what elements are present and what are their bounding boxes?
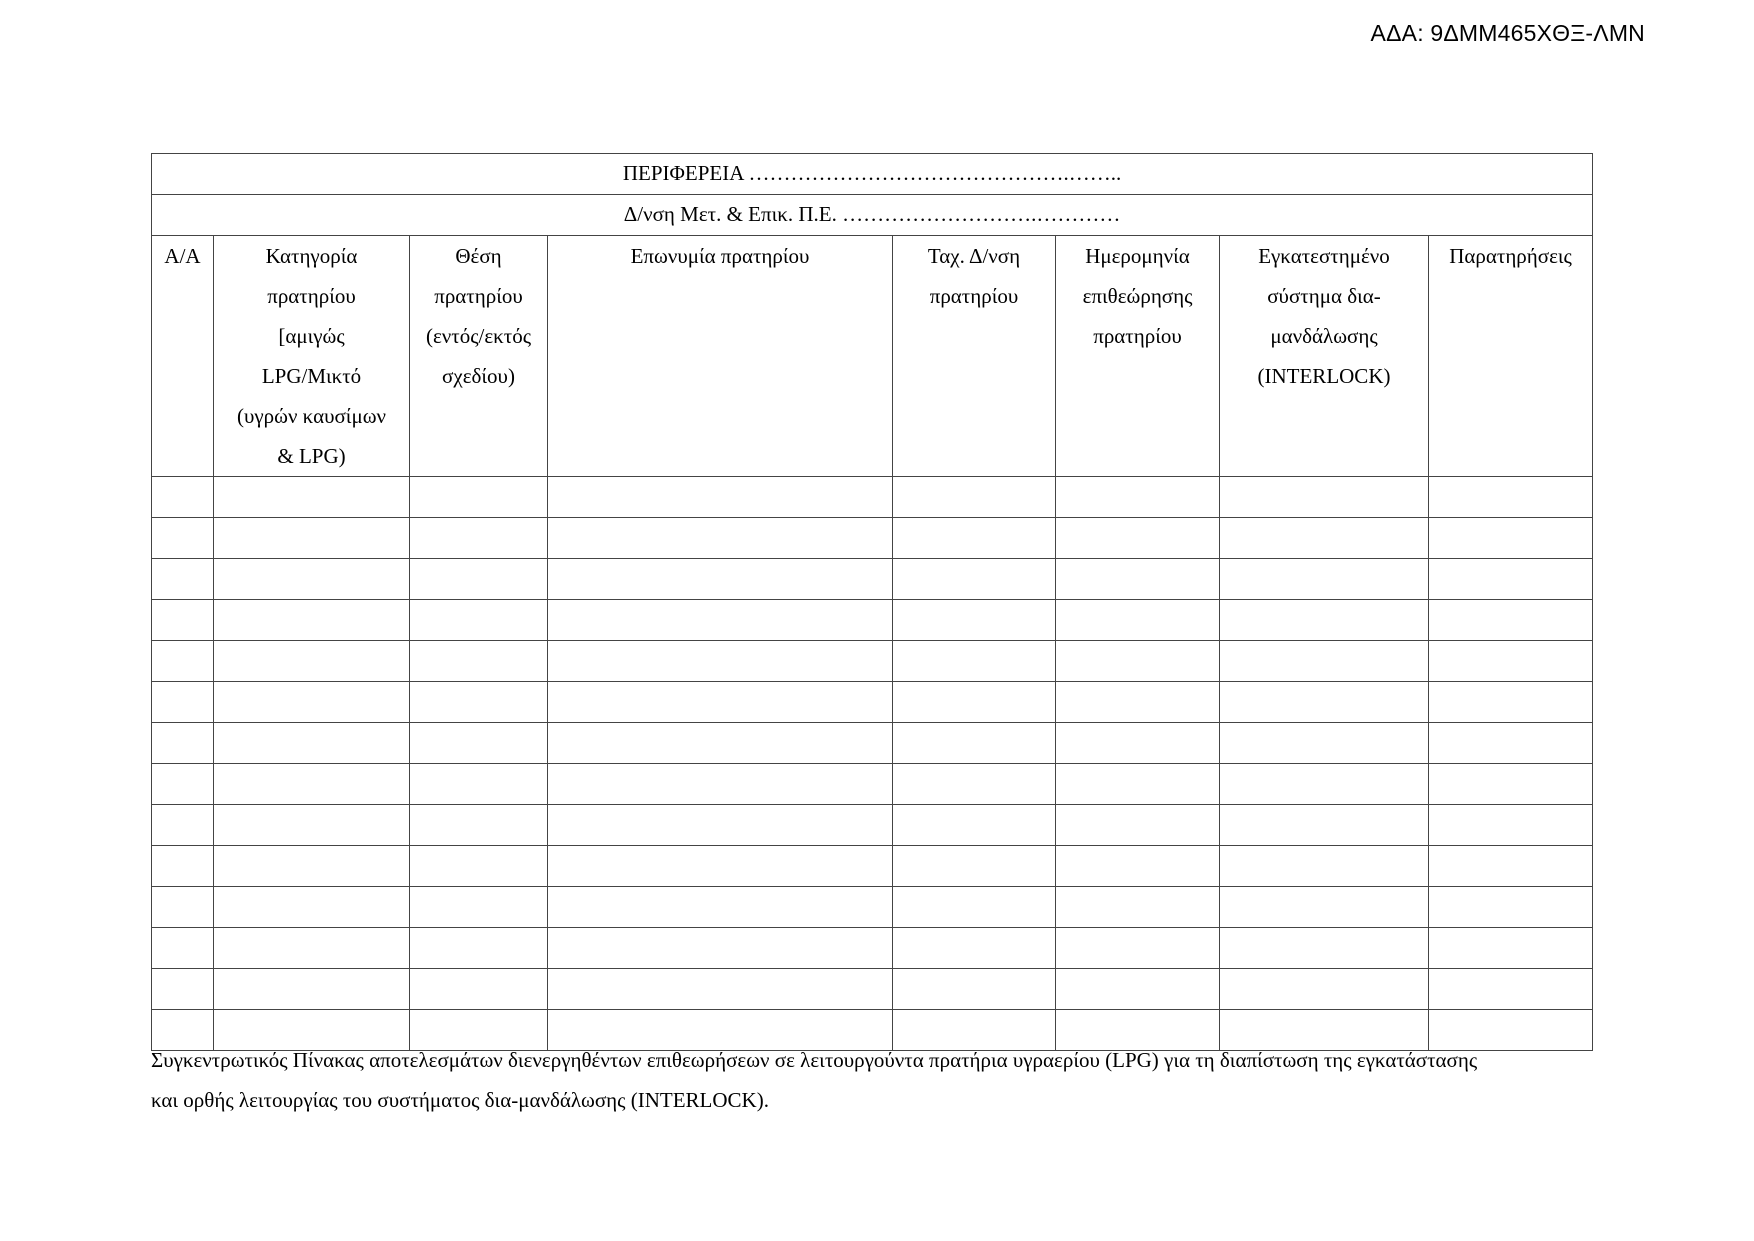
table-cell[interactable] <box>1056 969 1220 1010</box>
table-caption <box>151 1040 1631 1120</box>
column-header-line: Ταχ. Δ/νση <box>927 244 1021 268</box>
column-header-line: [αμιγώς <box>278 324 345 348</box>
table-cell[interactable] <box>410 641 548 682</box>
table-cell[interactable] <box>152 969 214 1010</box>
column-header-line: (υγρών καυσίμων <box>236 404 387 428</box>
table-cell[interactable] <box>1429 559 1593 600</box>
table-cell[interactable] <box>1056 518 1220 559</box>
table-cell[interactable] <box>410 846 548 887</box>
column-header-line: Επωνυμία πρατηρίου <box>630 244 810 268</box>
column-header-line: & LPG) <box>277 444 346 468</box>
table-cell[interactable] <box>152 559 214 600</box>
table-cell[interactable] <box>1056 682 1220 723</box>
table-cell[interactable] <box>214 887 410 928</box>
table-cell[interactable] <box>1056 764 1220 805</box>
table-cell[interactable] <box>548 600 893 641</box>
table-cell[interactable] <box>893 641 1056 682</box>
table-cell[interactable] <box>1220 518 1429 559</box>
table-cell[interactable] <box>548 477 893 518</box>
table-cell[interactable] <box>152 764 214 805</box>
inspection-results-table <box>151 153 1593 1051</box>
table-cell[interactable] <box>214 559 410 600</box>
table-cell[interactable] <box>893 723 1056 764</box>
table-cell[interactable] <box>410 477 548 518</box>
table-cell[interactable] <box>893 969 1056 1010</box>
table-cell[interactable] <box>214 846 410 887</box>
directorate-line: Δ/νση Μετ. & Επικ. Π.Ε. ……………………….………… <box>152 195 1593 236</box>
table-cell[interactable] <box>214 518 410 559</box>
table-row <box>152 682 1593 723</box>
table-cell[interactable] <box>214 764 410 805</box>
table-cell[interactable] <box>548 518 893 559</box>
table-cell[interactable] <box>1220 969 1429 1010</box>
table-cell[interactable] <box>1429 887 1593 928</box>
table-cell[interactable] <box>1056 723 1220 764</box>
table-cell[interactable] <box>1429 805 1593 846</box>
ada-identifier: ΑΔΑ: 9ΔΜΜ465ΧΘΞ-ΛΜΝ <box>1370 20 1645 46</box>
table-row <box>152 805 1593 846</box>
table-cell[interactable] <box>1429 969 1593 1010</box>
table-cell[interactable] <box>1056 600 1220 641</box>
column-header-line: πρατηρίου <box>434 284 523 308</box>
table-cell[interactable] <box>214 723 410 764</box>
table-cell[interactable] <box>1056 477 1220 518</box>
region-line: ΠΕΡΙΦΕΡΕΙΑ ……………………………………….…….. <box>152 154 1593 195</box>
column-header-aa <box>152 236 214 477</box>
table-cell[interactable] <box>214 682 410 723</box>
table-row <box>152 723 1593 764</box>
table-cell[interactable] <box>1220 723 1429 764</box>
table-cell[interactable] <box>1429 518 1593 559</box>
table-cell[interactable] <box>1429 600 1593 641</box>
table-row <box>152 600 1593 641</box>
table-cell[interactable] <box>1429 682 1593 723</box>
column-header-line: μανδάλωσης <box>1270 324 1378 348</box>
table-cell[interactable] <box>1056 641 1220 682</box>
table-cell[interactable] <box>1056 887 1220 928</box>
column-header-category <box>214 236 410 477</box>
column-header-line: επιθεώρησης <box>1082 284 1193 308</box>
column-header-line: (INTERLOCK) <box>1257 364 1391 388</box>
caption-line-2: και ορθής λειτουργίας του συστήματος δια-μανδάλωσης (INTERLOCK). <box>151 1088 769 1112</box>
table-cell[interactable] <box>1429 477 1593 518</box>
table-cell[interactable] <box>893 600 1056 641</box>
table-cell[interactable] <box>1429 928 1593 969</box>
column-header-line: πρατηρίου <box>1093 324 1182 348</box>
table-cell[interactable] <box>1056 805 1220 846</box>
table-cell[interactable] <box>152 600 214 641</box>
table-row <box>152 969 1593 1010</box>
column-header-line: Εγκατεστημένο <box>1258 244 1390 268</box>
table-cell[interactable] <box>548 559 893 600</box>
table-cell[interactable] <box>893 805 1056 846</box>
table-cell[interactable] <box>410 682 548 723</box>
table-row <box>152 518 1593 559</box>
table-cell[interactable] <box>1220 928 1429 969</box>
table-cell[interactable] <box>214 641 410 682</box>
table-row <box>152 559 1593 600</box>
table-cell[interactable] <box>1220 887 1429 928</box>
table-cell[interactable] <box>214 969 410 1010</box>
table-cell[interactable] <box>152 846 214 887</box>
table-cell[interactable] <box>152 805 214 846</box>
column-header-line: LPG/Μικτό <box>261 364 362 388</box>
table-cell[interactable] <box>893 928 1056 969</box>
table-cell[interactable] <box>410 887 548 928</box>
table-cell[interactable] <box>1056 559 1220 600</box>
table-cell[interactable] <box>1056 928 1220 969</box>
table-cell[interactable] <box>893 682 1056 723</box>
table-cell[interactable] <box>152 723 214 764</box>
table-cell[interactable] <box>410 559 548 600</box>
column-header-line: Κατηγορία <box>265 244 358 268</box>
table-row <box>152 887 1593 928</box>
table-row <box>152 764 1593 805</box>
table-cell[interactable] <box>1429 846 1593 887</box>
column-header-location <box>410 236 548 477</box>
table-cell[interactable] <box>152 928 214 969</box>
caption-line-1: Συγκεντρωτικός Πίνακας αποτελεσμάτων διενεργηθέντων επιθεωρήσεων σε λειτουργούντα πρατήρια υγραερίου (LPG) για τη διαπίστωση της εγκατάστασης <box>151 1048 1478 1072</box>
table-cell[interactable] <box>410 600 548 641</box>
table-cell[interactable] <box>548 846 893 887</box>
table-row <box>152 641 1593 682</box>
table-cell[interactable] <box>214 477 410 518</box>
table-cell[interactable] <box>893 764 1056 805</box>
table-cell[interactable] <box>1429 764 1593 805</box>
table-cell[interactable] <box>1220 559 1429 600</box>
column-header-line: Ημερομηνία <box>1085 244 1190 268</box>
table-cell[interactable] <box>893 518 1056 559</box>
column-header-line: Α/Α <box>164 244 201 268</box>
table-cell[interactable] <box>548 723 893 764</box>
table-cell[interactable] <box>548 928 893 969</box>
table-cell[interactable] <box>1220 600 1429 641</box>
column-header-line: σύστημα δια- <box>1267 284 1381 308</box>
table-cell[interactable] <box>893 477 1056 518</box>
column-header-line: πρατηρίου <box>929 284 1019 308</box>
table-cell[interactable] <box>548 641 893 682</box>
table-cell[interactable] <box>1220 477 1429 518</box>
table-cell[interactable] <box>1220 846 1429 887</box>
table-cell[interactable] <box>152 682 214 723</box>
table-cell[interactable] <box>1429 723 1593 764</box>
column-header-remarks <box>1429 236 1593 477</box>
table-cell[interactable] <box>893 559 1056 600</box>
table-cell[interactable] <box>152 641 214 682</box>
table-cell[interactable] <box>152 477 214 518</box>
table-cell[interactable] <box>410 805 548 846</box>
table-cell[interactable] <box>548 764 893 805</box>
table-row <box>152 928 1593 969</box>
table-cell[interactable] <box>214 805 410 846</box>
column-header-line: σχεδίου) <box>442 364 515 388</box>
table-cell[interactable] <box>1429 641 1593 682</box>
table-cell[interactable] <box>548 969 893 1010</box>
column-header-line: πρατηρίου <box>267 284 356 308</box>
column-header-name <box>548 236 893 477</box>
table-cell[interactable] <box>548 682 893 723</box>
table-cell[interactable] <box>410 518 548 559</box>
table-cell[interactable] <box>1220 641 1429 682</box>
table-cell[interactable] <box>214 928 410 969</box>
table-cell[interactable] <box>152 887 214 928</box>
table-cell[interactable] <box>893 846 1056 887</box>
table-cell[interactable] <box>214 600 410 641</box>
table-cell[interactable] <box>410 723 548 764</box>
table-cell[interactable] <box>152 518 214 559</box>
table-row <box>152 477 1593 518</box>
table-cell[interactable] <box>1056 846 1220 887</box>
table-cell[interactable] <box>1220 764 1429 805</box>
table-row <box>152 846 1593 887</box>
table-cell[interactable] <box>548 887 893 928</box>
table-cell[interactable] <box>410 764 548 805</box>
table-cell[interactable] <box>410 969 548 1010</box>
column-header-line: Θέση <box>455 244 502 268</box>
column-header-line: Παρατηρήσεις <box>1449 244 1572 268</box>
table-cell[interactable] <box>548 805 893 846</box>
column-header-address <box>893 236 1056 477</box>
table-cell[interactable] <box>1220 805 1429 846</box>
table-cell[interactable] <box>893 887 1056 928</box>
column-header-line: (εντός/εκτός <box>425 324 532 348</box>
table-cell[interactable] <box>1220 682 1429 723</box>
table-cell[interactable] <box>410 928 548 969</box>
column-header-interlock <box>1220 236 1429 477</box>
column-header-inspection-date <box>1056 236 1220 477</box>
